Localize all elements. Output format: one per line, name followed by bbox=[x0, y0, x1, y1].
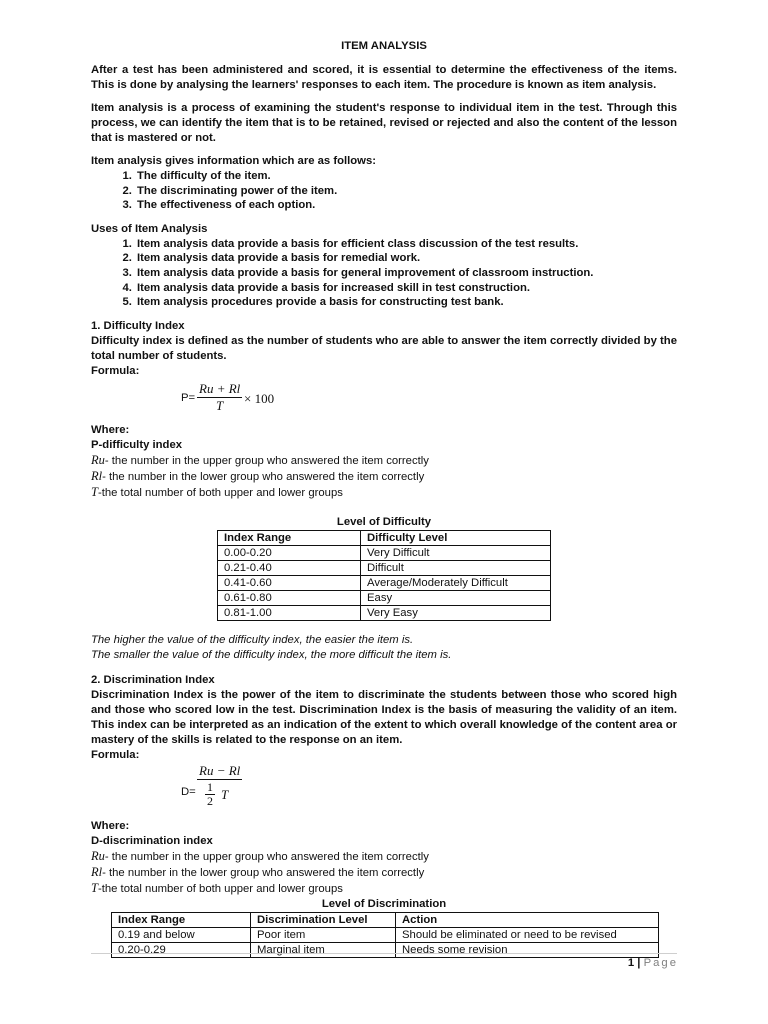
formula-lhs: P= bbox=[181, 391, 196, 404]
table-row: 0.81-1.00 Very Easy bbox=[218, 605, 551, 620]
difficulty-table bbox=[217, 530, 551, 621]
discrimination-def-rl: Rl- the number in the lower group who answered the item correctly bbox=[91, 864, 425, 879]
discrimination-table bbox=[111, 912, 659, 958]
formula-denominator: T bbox=[216, 397, 224, 413]
document-title: ITEM ANALYSIS bbox=[341, 40, 427, 52]
discrimination-def-t: T-the total number of both upper and lower groups bbox=[91, 880, 343, 895]
list-item: 2. Item analysis data provide a basis for remedial work. bbox=[135, 251, 677, 266]
table-header: Index Range bbox=[112, 912, 251, 927]
difficulty-note-1: The higher the value of the difficulty index, the easier the item is. bbox=[91, 633, 414, 646]
difficulty-note-2: The smaller the value of the difficulty index, the more difficult the item is. bbox=[91, 648, 452, 661]
list-item: 5. Item analysis procedures provide a basis for constructing test bank. bbox=[135, 295, 677, 310]
list-item: 3. The effectiveness of each option. bbox=[135, 198, 677, 213]
uses-heading: Uses of Item Analysis bbox=[91, 222, 208, 235]
formula-half: $\frac{1}{2}$ bbox=[207, 779, 213, 808]
formula-fraction bbox=[197, 381, 242, 414]
list-item: 4. Item analysis data provide a basis for increased skill in test construction. bbox=[135, 281, 677, 296]
difficulty-table-title: Level of Difficulty bbox=[336, 515, 432, 528]
difficulty-def-rl: Rl- the number in the lower group who answered the item correctly bbox=[91, 468, 425, 483]
formula-numerator: Ru + Rl bbox=[199, 380, 241, 396]
difficulty-formula-label: Formula: bbox=[91, 364, 140, 377]
table-row: 0.19 and below Poor item Should be eliminated or need to be revised bbox=[112, 927, 659, 942]
difficulty-definition: Difficulty index is defined as the number of students who are able to answer the item correctly divided by the total number of students. bbox=[91, 334, 677, 362]
discrimination-formula-label: Formula: bbox=[91, 748, 140, 761]
table-row: 0.41-0.60 Average/Moderately Difficult bbox=[218, 575, 551, 590]
page-number: 1 bbox=[627, 957, 635, 969]
formula-lhs: D= bbox=[181, 785, 196, 798]
table-row: 0.21-0.40 Difficult bbox=[218, 560, 551, 575]
document-page bbox=[91, 40, 677, 958]
formula-numerator: Ru − Rl bbox=[199, 762, 241, 778]
discrimination-definition: Discrimination Index is the power of the item to discriminate the students between those who scored high and those who scored low in the test. Discrimination Index is the basis of measuring the validity of an item. This index can be interpreted as an indication of the extent to which overall knowledge of the content area or mastery of the skills is related to the response on an item. bbox=[91, 688, 677, 746]
intro-paragraph-2: Item analysis is a process of examining the student's response to individual item in the test. Through this process, we can identify the item that is to be retained, revised or rejected and also the content of the lesson that is mastered or not. bbox=[91, 102, 677, 144]
discrimination-def-ru: Ru- the number in the upper group who answered the item correctly bbox=[91, 848, 429, 863]
formula-multiplier: × 100 bbox=[244, 390, 275, 406]
info-heading: Item analysis gives information which are as follows: bbox=[91, 155, 377, 167]
table-header-row bbox=[112, 912, 659, 927]
discrimination-formula bbox=[91, 763, 677, 815]
discrimination-where: Where: bbox=[91, 819, 130, 832]
list-item: 1. Item analysis data provide a basis for efficient class discussion of the test results. bbox=[135, 237, 677, 252]
table-row: 0.00-0.20 Very Difficult bbox=[218, 545, 551, 560]
difficulty-heading: 1. Difficulty Index bbox=[91, 319, 185, 332]
difficulty-def-p: P-difficulty index bbox=[91, 438, 183, 451]
list-item: 3. Item analysis data provide a basis for general improvement of classroom instruction. bbox=[135, 266, 677, 281]
formula-fraction bbox=[197, 763, 242, 810]
difficulty-def-ru: Ru- the number in the upper group who answered the item correctly bbox=[91, 452, 429, 467]
formula-denominator: $\frac{1}{2}$ T bbox=[207, 779, 229, 808]
table-header: Index Range bbox=[218, 530, 361, 545]
difficulty-formula bbox=[91, 379, 677, 419]
table-header: Discrimination Level bbox=[251, 912, 396, 927]
info-list bbox=[91, 169, 677, 213]
difficulty-where: Where: bbox=[91, 423, 130, 436]
footer-separator: | bbox=[637, 957, 641, 969]
table-header: Action bbox=[396, 912, 659, 927]
table-header-row bbox=[218, 530, 551, 545]
footer-divider bbox=[91, 953, 677, 954]
difficulty-def-t: T-the total number of both upper and lower groups bbox=[91, 484, 343, 499]
list-item: 2. The discriminating power of the item. bbox=[135, 184, 677, 199]
page-label: Page bbox=[643, 957, 678, 969]
uses-list bbox=[91, 237, 677, 310]
intro-paragraph-1: After a test has been administered and scored, it is essential to determine the effectiveness of the items. This is done by analysing the learners' responses to each item. The procedure is known as item analysis. bbox=[91, 64, 677, 91]
discrimination-table-title: Level of Discrimination bbox=[321, 897, 447, 910]
list-item: 1. The difficulty of the item. bbox=[135, 169, 677, 184]
page-footer bbox=[628, 957, 678, 969]
discrimination-def-d: D-discrimination index bbox=[91, 834, 213, 847]
discrimination-heading: 2. Discrimination Index bbox=[91, 673, 215, 686]
table-header: Difficulty Level bbox=[361, 530, 551, 545]
table-row: 0.20-0.29 Marginal item Needs some revision bbox=[112, 942, 659, 957]
table-row: 0.61-0.80 Easy bbox=[218, 590, 551, 605]
